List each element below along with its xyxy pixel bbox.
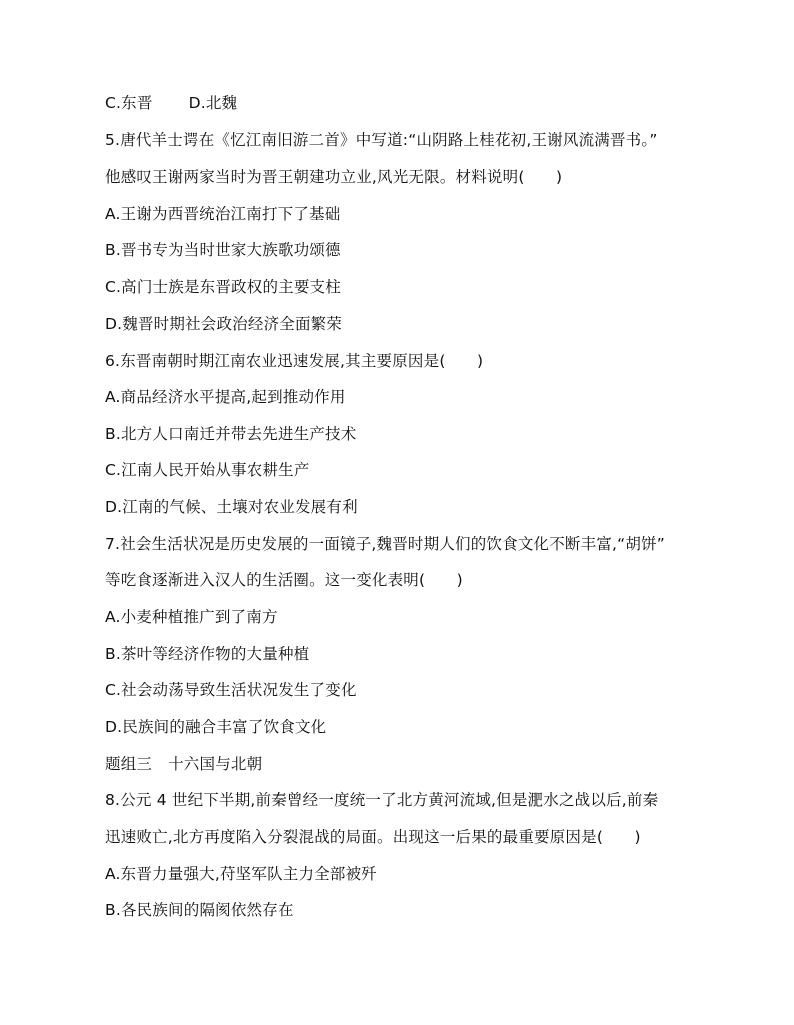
q4-option-d: D.北魏 [188, 94, 238, 112]
q8-option-b: B.各民族间的隔阂依然存在 [105, 901, 294, 919]
q7-stem-line1: 7.社会生活状况是历史发展的一面镜子,魏晋时期人们的饮食文化不断丰富,“胡饼” [105, 535, 666, 553]
q5-option-c: C.高门士族是东晋政权的主要支柱 [105, 278, 341, 296]
q6-option-a: A.商品经济水平提高,起到推动作用 [105, 388, 346, 406]
q5-option-a: A.王谢为西晋统治江南打下了基础 [105, 205, 341, 223]
q4-options-row [105, 93, 237, 113]
q8-stem-line2: 迅速败亡,北方再度陷入分裂混战的局面。出现这一后果的最重要原因是( ) [105, 828, 641, 846]
section-label: 题组三 [105, 755, 153, 773]
q5-option-d: D.魏晋时期社会政治经济全面繁荣 [105, 315, 343, 333]
q7-option-b: B.茶叶等经济作物的大量种植 [105, 645, 310, 663]
q5-option-b: B.晋书专为当时世家大族歌功颂德 [105, 241, 341, 259]
q7-stem-line2: 等吃食逐渐进入汉人的生活圈。这一变化表明( ) [105, 571, 463, 589]
q8-option-a: A.东晋力量强大,苻坚军队主力全部被歼 [105, 865, 377, 883]
q5-stem-line1: 5.唐代羊士谔在《忆江南旧游二首》中写道:“山阴路上桂花初,王谢风流满晋书。” [105, 131, 658, 149]
section-heading [105, 754, 262, 774]
q6-option-b: B.北方人口南迁并带去先进生产技术 [105, 425, 357, 443]
q6-option-d: D.江南的气候、土壤对农业发展有利 [105, 498, 358, 516]
q4-option-c: C.东晋 [105, 94, 153, 112]
q7-option-c: C.社会动荡导致生活状况发生了变化 [105, 681, 357, 699]
q8-stem-line1: 8.公元 4 世纪下半期,前秦曾经一度统一了北方黄河流域,但是淝水之战以后,前秦 [105, 791, 659, 809]
section-title: 十六国与北朝 [168, 755, 263, 773]
q7-option-d: D.民族间的融合丰富了饮食文化 [105, 718, 327, 736]
q5-stem-line2: 他感叹王谢两家当时为晋王朝建功立业,风光无限。材料说明( ) [105, 168, 563, 186]
q7-option-a: A.小麦种植推广到了南方 [105, 608, 278, 626]
q6-stem: 6.东晋南朝时期江南农业迅速发展,其主要原因是( ) [105, 352, 484, 370]
q6-option-c: C.江南人民开始从事农耕生产 [105, 461, 310, 479]
